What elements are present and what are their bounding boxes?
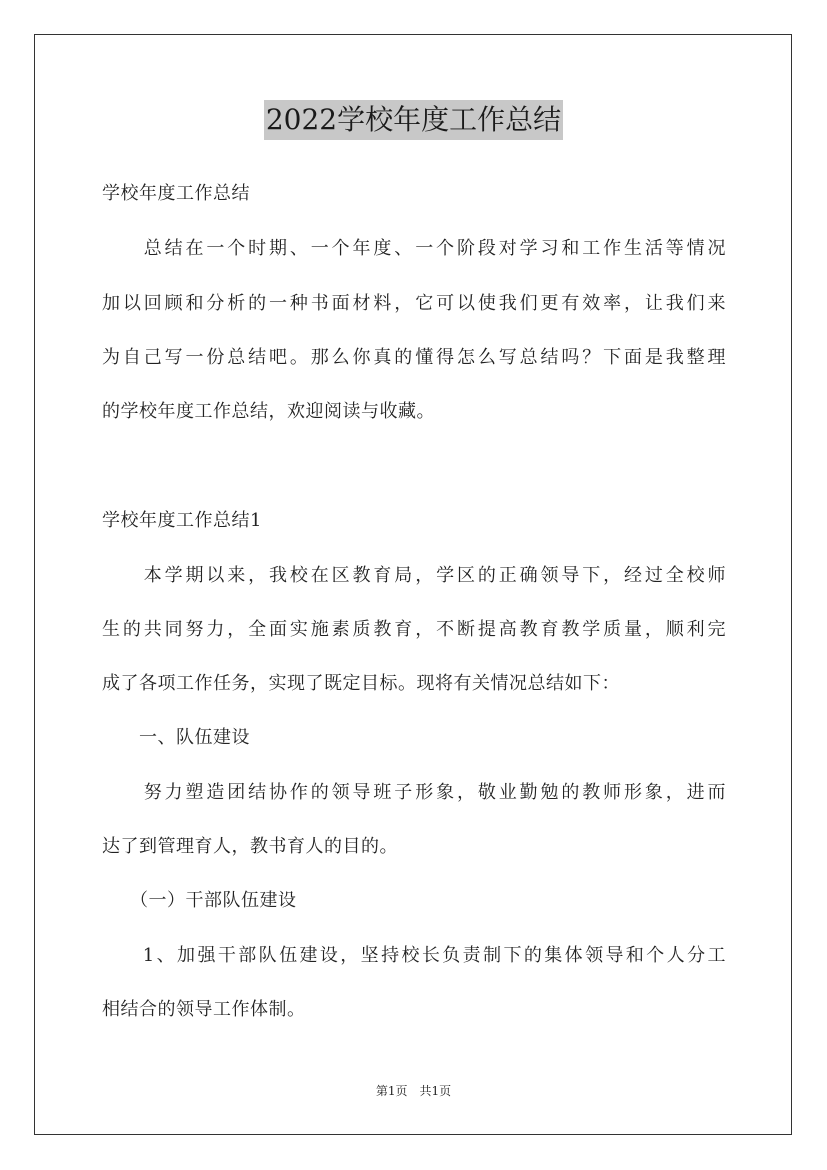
text-line: 为自己写一份总结吧。那么你真的懂得怎么写总结吗？下面是我整理 (102, 347, 726, 368)
text-line: 1、加强干部队伍建设，坚持校长负责制下的集体领导和个人分工 (102, 945, 726, 966)
text-line: 生的共同努力，全面实施素质教育，不断提高教育教学质量，顺利完 (102, 619, 726, 640)
section-heading: 一、队伍建设 (102, 727, 250, 748)
text-line: 努力塑造团结协作的领导班子形象，敬业勤勉的教师形象，进而 (102, 782, 726, 803)
document-title: 2022学校年度工作总结 (264, 100, 563, 140)
text-line: 总结在一个时期、一个年度、一个阶段对学习和工作生活等情况 (102, 238, 726, 259)
text-line: 加以回顾和分析的一种书面材料，它可以使我们更有效率，让我们来 (102, 293, 726, 314)
text-line: 成了各项工作任务，实现了既定目标。现将有关情况总结如下： (102, 673, 620, 694)
subsection-heading: （一）干部队伍建设 (102, 890, 297, 911)
text-line-heading: 学校年度工作总结 (102, 183, 250, 204)
title-wrap (0, 100, 827, 140)
text-line: 达了到管理育人，教书育人的目的。 (102, 836, 398, 857)
text-line: 相结合的领导工作体制。 (102, 999, 306, 1020)
text-line: 本学期以来，我校在区教育局，学区的正确领导下，经过全校师 (102, 565, 726, 586)
text-line: 的学校年度工作总结，欢迎阅读与收藏。 (102, 401, 435, 422)
page-footer: 第1页 共1页 (375, 1084, 452, 1098)
text-line-heading: 学校年度工作总结1 (102, 510, 262, 531)
